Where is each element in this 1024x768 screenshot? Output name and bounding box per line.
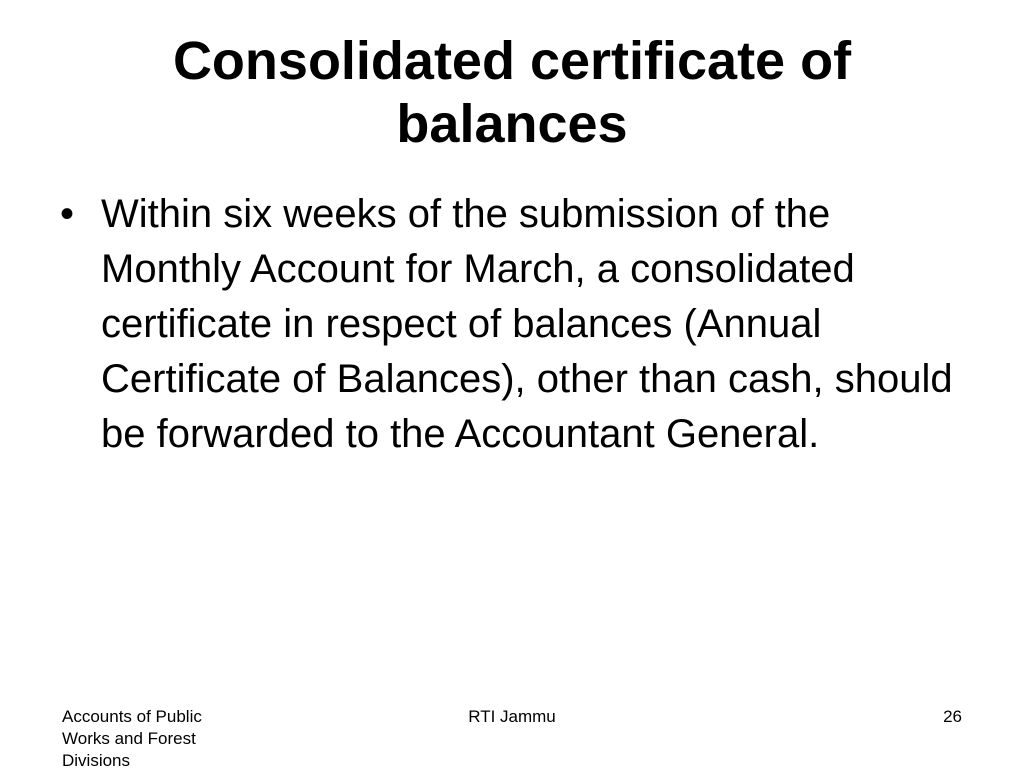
footer-center-text: RTI Jammu [468, 707, 556, 726]
bullet-list [60, 187, 970, 462]
bullet-marker: • [60, 192, 75, 236]
footer-left-text: Accounts of Public Works and Forest Divisions [62, 707, 202, 768]
bullet-text: Within six weeks of the submission of the Monthly Account for March, a consolidated certificate in respect of balances (Annual Certificate of Balances), other than cash, should be forwarded to the Accountant General. [101, 192, 953, 456]
slide-title: Consolidated certificate of balances [172, 31, 852, 154]
bullet-item [60, 187, 970, 462]
page-number: 26 [943, 707, 962, 726]
